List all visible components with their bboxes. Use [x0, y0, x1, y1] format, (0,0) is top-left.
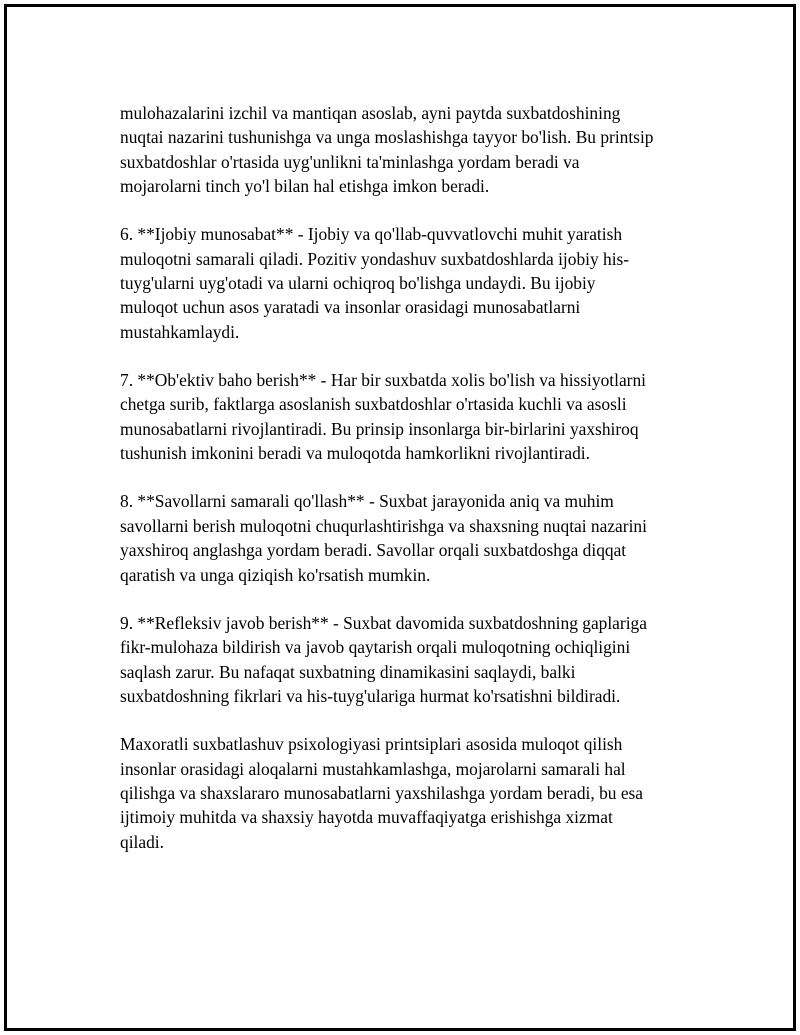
paragraph-item-6: [120, 222, 700, 344]
text-line: 8. **Savollarni samarali qo'llash** - Suxbat jarayonida aniq va muhim: [120, 491, 614, 512]
paragraph-item-9: [120, 611, 700, 708]
text-line: ijtimoiy muhitda va shaxsiy hayotda muvaffaqiyatga erishishga xizmat: [120, 807, 613, 828]
text-line: 6. **Ijobiy munosabat** - Ijobiy va qo'llab-quvvatlovchi muhit yaratish: [120, 224, 623, 245]
text-line: suxbatdoshning fikrlari va his-tuyg'ulariga hurmat ko'rsatishni bildiradi.: [120, 685, 621, 706]
text-line: qilishga va shaxslararo munosabatlarni yaxshilashga yordam beradi, bu esa: [120, 782, 644, 803]
text-line: muloqotni samarali qiladi. Pozitiv yondashuv suxbatdoshlarda ijobiy his-: [120, 248, 630, 269]
text-line: yaxshiroq anglashga yordam beradi. Savollar orqali suxbatdoshga diqqat: [120, 540, 627, 561]
text-line: muloqot uchun asos yaratadi va insonlar orasidagi munosabatlarni: [120, 297, 581, 318]
document-body: [120, 101, 700, 854]
text-line: saqlash zarur. Bu nafaqat suxbatning dinamikasini saqlaydi, balki: [120, 661, 576, 682]
text-line: Maxoratli suxbatlashuv psixologiyasi printsiplari asosida muloqot qilish: [120, 734, 623, 755]
text-line: suxbatdoshlar o'rtasida uyg'unlikni ta'minlashga yordam beradi va: [120, 151, 580, 172]
text-line: 9. **Refleksiv javob berish** - Suxbat davomida suxbatdoshning gaplariga: [120, 612, 647, 633]
paragraph-item-7: [120, 368, 700, 465]
paragraph-intro-continuation: [120, 101, 700, 198]
text-line: mojarolarni tinch yo'l bilan hal etishga imkon beradi.: [120, 176, 490, 197]
text-line: insonlar orasidagi aloqalarni mustahkamlashga, mojarolarni samarali hal: [120, 758, 626, 779]
text-line: savollarni berish muloqotni chuqurlashtirishga va shaxsning nuqtai nazarini: [120, 515, 647, 536]
text-line: 7. **Ob'ektiv baho berish** - Har bir suxbatda xolis bo'lish va hissiyotlarni: [120, 370, 646, 391]
text-line: mustahkamlaydi.: [120, 321, 240, 342]
text-line: nuqtai nazarini tushunishga va unga moslashishga tayyor bo'lish. Bu printsip: [120, 127, 654, 148]
paragraph-item-8: [120, 489, 700, 586]
text-line: tuyg'ularni uyg'otadi va ularni ochiqroq bo'lishga undaydi. Bu ijobiy: [120, 273, 596, 294]
text-line: munosabatlarni rivojlantiradi. Bu prinsip insonlarga bir-birlarini yaxshiroq: [120, 418, 639, 439]
text-line: chetga surib, faktlarga asoslanish suxbatdoshlar o'rtasida kuchli va asosli: [120, 394, 627, 415]
text-line: tushunish imkonini beradi va muloqotda hamkorlikni rivojlantiradi.: [120, 443, 590, 464]
text-line: qiladi.: [120, 831, 164, 852]
page-border: [4, 4, 796, 1031]
text-line: qaratish va unga qiziqish ko'rsatish mumkin.: [120, 564, 431, 585]
text-line: mulohazalarini izchil va mantiqan asoslab, ayni paytda suxbatdoshining: [120, 103, 621, 123]
paragraph-conclusion: [120, 732, 700, 854]
text-line: fikr-mulohaza bildirish va javob qaytarish orqali muloqotning ochiqligini: [120, 637, 631, 658]
